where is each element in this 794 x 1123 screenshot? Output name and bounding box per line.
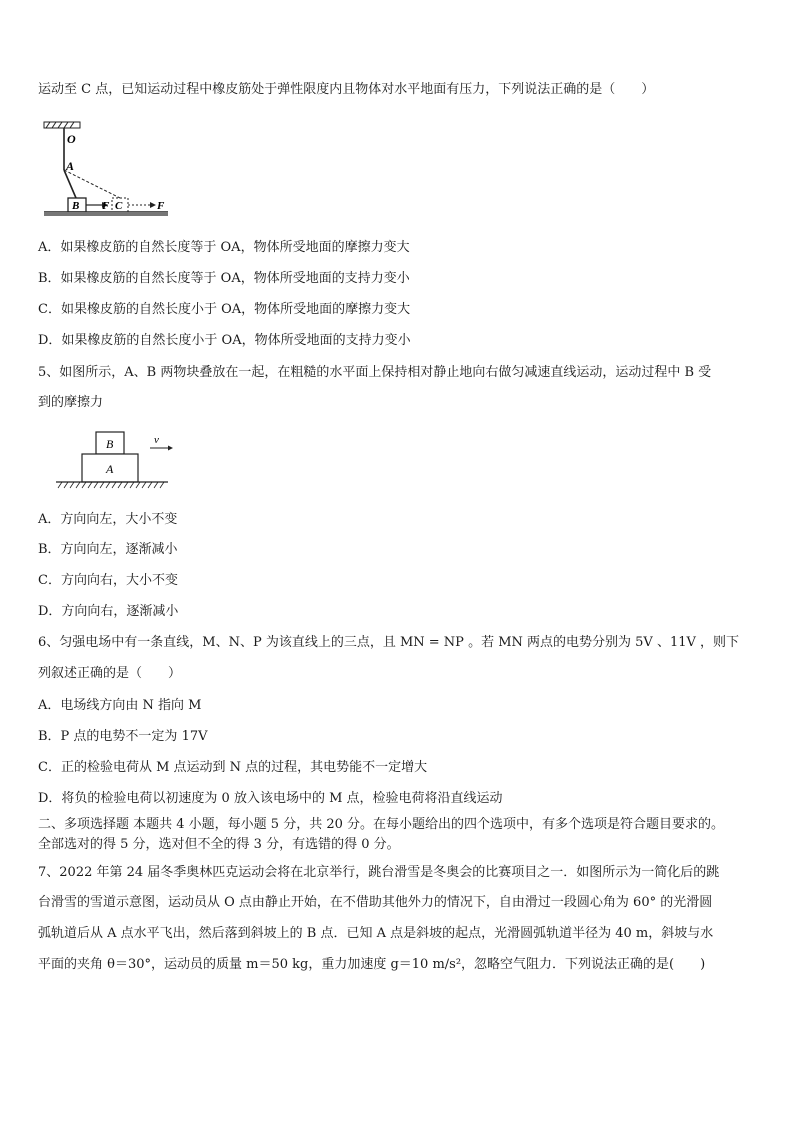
q6-option-d: D．将负的检验电荷以初速度为 0 放入该电场中的 M 点，检验电荷将沿直线运动 [38,791,503,806]
q6-option-a: A．电场线方向由 N 指向 M [38,698,202,713]
q5-stem-line2: 到的摩擦力 [38,395,104,410]
label-a: A [106,462,114,476]
q7-stem-line1: 7、2022 年第 24 届冬季奥林匹克运动会将在北京举行，跳台滑雪是冬奥会的比赛项目之一．如图所示为一简化后的跳 [38,865,720,880]
q5-option-d: D．方向向右，逐渐减小 [38,604,179,619]
q6-stem-line2: 列叙述正确的是（ ） [38,666,182,681]
ceiling-hatch [44,122,80,128]
label-a: A [66,159,75,173]
label-o: O [67,132,76,146]
rubber-band-to-b [64,170,76,198]
q4-option-a: A．如果橡皮筋的自然长度等于 OA，物体所受地面的摩擦力变大 [38,240,410,255]
q5-stacked-blocks-figure [52,428,177,494]
rubber-band-to-c-dashed [64,170,120,198]
section2-instructions-line2: 全部选对的得 5 分，选对但不全的得 3 分，有选错的得 0 分。 [38,837,400,852]
q6-option-b: B．P 点的电势不一定为 17V [38,729,208,744]
label-f2: F [157,200,165,212]
label-f: F [102,200,110,212]
q4-option-d: D．如果橡皮筋的自然长度小于 OA，物体所受地面的支持力变小 [38,333,411,348]
q7-stem-line4: 平面的夹角 θ＝30°，运动员的质量 m＝50 kg，重力加速度 g＝10 m/s²，忽略空气阻力．下列说法正确的是( ) [38,957,706,972]
q4-option-c: C．如果橡皮筋的自然长度小于 OA，物体所受地面的摩擦力变大 [38,302,411,317]
q4-rubber-band-figure [40,118,175,218]
q5-option-b: B．方向向左，逐渐减小 [38,542,178,557]
section2-instructions-line1: 二、多项选择题 本题共 4 小题，每小题 5 分，共 20 分。在每小题给出的四个选项中，有多个选项是符合题目要求的。 [38,817,725,832]
q5-option-c: C．方向向右，大小不变 [38,573,178,588]
label-v: v [154,434,159,446]
q4-stem-tail: 运动至 C 点，已知运动过程中橡皮筋处于弹性限度内且物体对水平地面有压力，下列说法正确的是（ ） [38,82,655,97]
label-b: B [72,200,80,212]
ground-hatch [58,482,164,488]
q6-option-c: C．正的检验电荷从 M 点运动到 N 点的过程，其电势能不一定增大 [38,760,428,775]
q6-stem-line1: 6、匀强电场中有一条直线，M、N、P 为该直线上的三点，且 MN = NP 。若 MN 两点的电势分别为 5V 、11V ，则下 [38,635,740,650]
label-b: B [106,437,114,451]
q4-option-b: B．如果橡皮筋的自然长度等于 OA，物体所受地面的支持力变小 [38,271,410,286]
q7-stem-line2: 台滑雪的雪道示意图，运动员从 O 点由静止开始，在不借助其他外力的情况下，自由滑过一段圆心角为 60° 的光滑圆 [38,895,713,910]
q5-stem-line1: 5、如图所示，A、B 两物块叠放在一起，在粗糙的水平面上保持相对静止地向右做匀减速直线运动，运动过程中 B 受 [38,365,712,380]
q7-stem-line3: 弧轨道后从 A 点水平飞出，然后落到斜坡上的 B 点．已知 A 点是斜坡的起点，光滑圆弧轨道半径为 40 m，斜坡与水 [38,926,714,941]
label-c: C [115,200,123,212]
q5-option-a: A．方向向左，大小不变 [38,512,178,527]
